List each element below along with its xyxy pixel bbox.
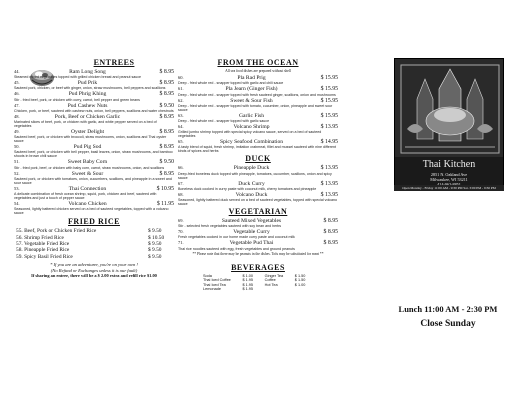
item-number: 69. [178, 218, 184, 224]
beverage-price: $ 1.50 [294, 278, 306, 283]
item-name: Pineapple Duck [233, 165, 270, 172]
item-description: Deep - fried whole red - snapper topped with garlic sauce [178, 119, 270, 124]
menu-item [178, 86, 338, 96]
peanut-note: ** Please note that there may be peanuts in the dishes. Tofu may be substituted for meat ** [192, 251, 324, 256]
item-price: $ 8.95 [159, 129, 174, 136]
item-description: Deep - fried whole red - snapper topped with tomato, cucumber, onion, pineapple and sweet sour sauce [178, 103, 333, 112]
beverage-name: Ginger Tea [264, 273, 284, 278]
item-number: 45. [14, 80, 20, 86]
item-price: $ 8.95 [159, 113, 174, 120]
closed-day: Close Sunday [420, 319, 476, 329]
item-price: $ 13.95 [320, 124, 338, 131]
cover-panel [394, 58, 504, 188]
vegetarian-list [178, 218, 338, 251]
hours-strip [394, 185, 504, 191]
ocean-title: FROM THE OCEAN [217, 58, 299, 67]
item-price: $ 9.50 [148, 247, 162, 254]
item-name: Oyster Delight [70, 129, 105, 136]
item-price: $ 8.95 [323, 229, 338, 236]
menu-item [14, 186, 174, 200]
duck-title: DUCK [245, 154, 271, 164]
item-name: 55. Beef, Pork or Chicken Fried Rice [16, 228, 97, 235]
temple-illustration [395, 59, 504, 157]
item-name: Pork, Beef or Chicken Garlic [54, 113, 121, 120]
item-price: $ 10.50 [148, 234, 165, 241]
menu-item [178, 181, 338, 191]
item-name: Volcano Chicken [68, 201, 107, 208]
item-price: $ 10.95 [156, 185, 174, 192]
beverage-name [265, 287, 291, 291]
item-description: Seasoned, lightly battered duck served on a bed of sauteed vegetables, topped with special volcano sauce [178, 198, 338, 207]
beverage-price: $ 1.95 [242, 278, 253, 283]
item-price: $ 9.50 [159, 159, 174, 166]
beverage-name: Hot Tea [264, 282, 278, 287]
menu-item [178, 139, 338, 153]
item-name: 59. Spicy Basil Fried Rice [16, 253, 73, 260]
item-name: Pud Prik [77, 80, 98, 87]
menu-item [14, 114, 174, 128]
item-description: Stir - fried beef, pork, or chicken with curry, carrot, bell pepper and green beans [14, 97, 140, 102]
item-description: Stir - selected fresh vegetables sauteed with soy bean and herbs [178, 224, 282, 229]
menu-item [14, 91, 174, 101]
item-number: 49. [14, 129, 20, 135]
menu-item [178, 124, 338, 138]
item-price: $ 14.95 [320, 139, 338, 146]
item-number: 71. [178, 240, 184, 246]
item-description: Sauteed pork, chicken, or beef with ginger, onion, straw mushrooms, bell peppers and scallions [14, 86, 166, 91]
item-price: $ 8.95 [323, 240, 338, 247]
beverage-name: Thai Iced Tea [203, 282, 226, 287]
item-name: Garlic Fish [238, 112, 264, 119]
restaurant-name: Thai Kitchen [422, 159, 476, 170]
item-number: 70. [178, 229, 184, 235]
item-price: $ 9.50 [148, 228, 162, 235]
item-name: Pud Pig Sod [73, 144, 102, 151]
item-price: $ 8.95 [159, 91, 174, 98]
lunch-hours: Lunch 11:00 AM - 2:30 PM [398, 304, 498, 314]
menu-item [178, 218, 338, 228]
item-number: 63. [178, 112, 184, 118]
item-price: $ 9.50 [148, 241, 162, 248]
item-number: 54. [14, 201, 20, 207]
item-price: $ 13.95 [320, 165, 338, 172]
menu-item [178, 98, 338, 112]
item-description: Stir - fried pork, beef, or chicken with baby corn, carrot, straw mushrooms, onion, and scallions [14, 165, 165, 170]
item-name: Volcano Shrimp [233, 124, 270, 131]
item-price: $ 11.95 [156, 201, 174, 208]
menu-item [178, 229, 338, 239]
item-name: Volcano Duck [235, 191, 268, 198]
item-number: 68. [178, 191, 184, 197]
fried-rice-list [14, 228, 174, 260]
item-description: Chicken, pork, or beef, sauteed with cashew nuts, onion, bell peppers, scallions and water chestnuts [14, 108, 174, 113]
item-name: Pla Jearn (Ginger Fish) [225, 86, 278, 93]
item-price: $ 15.95 [320, 97, 338, 104]
beverage-price: $ 1.50 [294, 273, 306, 278]
item-number: 51. [14, 159, 20, 165]
item-name: Vegetable Pud Thai [229, 240, 274, 247]
entrees-list [14, 69, 174, 215]
menu-item [178, 192, 338, 206]
item-name: Ram Long Song [69, 69, 106, 75]
item-name: Vegetable Curry [233, 229, 270, 236]
item-name: 56. Shrimp Fried Rice [16, 234, 64, 241]
item-description: Boneless duck cooked in curry paste with coconut milk, cherry tomatoes and pineapple [178, 186, 317, 191]
item-price: $ 13.95 [320, 180, 338, 187]
item-name: Thai Connection [68, 185, 107, 192]
item-name: 58. Pineapple Fried Rice [16, 247, 70, 254]
item-description: Sauteed beef, pork, or chicken with bell pepper, basil leaves, onion, straw mushrooms, and bamboo shoots in brown chili sauce [14, 150, 173, 159]
item-number: 46. [14, 91, 20, 97]
item-number: 66. [178, 165, 184, 171]
item-name: Sweet & Sour [71, 170, 104, 177]
item-name: Sauteed Mixed Vegetables [221, 218, 282, 225]
item-price: $ 8.95 [323, 218, 338, 225]
menu-item [14, 129, 174, 143]
item-number: 50. [14, 144, 20, 150]
item-number: 61. [178, 86, 184, 92]
item-name: Duck Curry [238, 180, 265, 187]
item-name: Pud Phrig Khing [68, 91, 107, 98]
menu-item [14, 144, 174, 158]
item-number: 52. [14, 170, 20, 176]
item-price: $ 8.95 [159, 170, 174, 177]
item-description: Deep-fried boneless duck topped with pineapple, tomatoes, cucumber, scallions, onion and spicy sauce [178, 171, 332, 180]
item-number: 47. [14, 102, 20, 108]
item-name: 57. Vegetable Fried Rice [16, 241, 70, 248]
item-description: Seasoned, lightly battered chicken served on a bed of sauteed vegetables, topped with a volcano sauce [14, 207, 169, 216]
vegetarian-title: VEGETARIAN [228, 207, 288, 217]
sharing-note: If sharing an entree, there will be a $ 2.00 extra and refill rice $1.00 [31, 273, 157, 279]
beverage-price: $ 1.95 [242, 282, 253, 287]
beverage-price: $ 1.00 [294, 282, 306, 287]
item-description: Steamed mixed vegetables topped with grilled chicken breast and peanut sauce [14, 75, 142, 80]
item-price: $ 15.95 [320, 112, 338, 119]
menu-item [14, 159, 174, 169]
item-description: Fresh vegetables cooked in our home made curry paste and coconut milk [178, 235, 295, 240]
ocean-list [178, 75, 338, 153]
item-price: $ 8.95 [159, 144, 174, 151]
middle-panel [178, 58, 338, 291]
item-number: 64. [178, 124, 184, 130]
refund-note: (No Refund or Exchanges unless it is our fault) [50, 267, 138, 273]
menu-item [14, 80, 174, 90]
menu-item [178, 113, 338, 123]
item-price: $ 15.95 [320, 75, 338, 82]
item-description: A delicate combination of fresh ocean shrimp, squid, pork, chicken and beef, sauteed with vegetables and just a touch of pepper sauce [14, 192, 157, 201]
adventurer-note: * If you are an adventurer, you're on your own ! [50, 262, 138, 268]
item-description: Sauteed pork, or chicken with tomatoes, onion, cucumbers, scallions, and pineapple in a sweet and sour sauce [14, 176, 172, 185]
beverage-price: $ 1.00 [242, 273, 253, 278]
opening-hours: Open Monday - Friday 11:00 AM - 9:30 PM Sat. 3:00 PM - 9:30 PM [402, 186, 496, 190]
beverages-title: BEVERAGES [231, 262, 285, 272]
menu-item [14, 69, 174, 79]
item-name: Spicy Seafood Combination [219, 139, 284, 146]
left-panel [14, 58, 174, 278]
item-description: Deep - fried whole red - snapper topped with garlic and chili sauce [178, 81, 284, 86]
beverage-name: Coffee [264, 278, 276, 283]
item-name: Sweet & Sour Fish [230, 97, 273, 104]
restaurant-city: Milwaukee, WI 53211 [430, 177, 468, 182]
menu-item [14, 171, 174, 185]
item-number: 67. [178, 180, 184, 186]
item-name: Pud Cashew Nuts [67, 102, 108, 109]
menu-item [178, 240, 338, 250]
menu-item [178, 75, 338, 85]
item-number: 53. [14, 185, 20, 191]
beverage-price: $ 1.95 [242, 287, 253, 292]
duck-list [178, 165, 338, 206]
fried-rice-title: FRIED RICE [68, 217, 120, 227]
beverage-price [295, 287, 313, 291]
item-number: 60. [178, 75, 184, 81]
entrees-title: ENTREES [93, 58, 135, 67]
item-price: $ 8.95 [159, 80, 174, 87]
beverages-table [203, 274, 313, 292]
menu-item [178, 165, 338, 179]
item-description: A tasty blend of squid, fresh shrimp, imitation crabmeat, fillet and mussel sauteed with nine different kinds of spices and herbs [178, 145, 336, 154]
item-price: $ 9.50 [148, 253, 162, 260]
item-price: $ 9.50 [159, 102, 174, 109]
item-number: 62. [178, 97, 184, 103]
item-description: Sauteed beef, pork, or chicken with broccoli, straw mushrooms, onion, scallions and Thai oyster sauce [14, 135, 167, 144]
item-number: 65. [178, 139, 184, 145]
item-name: Pla Rad Prig [237, 75, 266, 82]
beverage-name: Soda [203, 273, 212, 278]
item-price: $ 13.95 [320, 191, 338, 198]
menu-item [14, 103, 174, 113]
menu-item [14, 201, 174, 215]
ocean-subtitle: All sea food dishes are prepared without shell [225, 69, 291, 73]
item-number: 44. [14, 69, 20, 74]
item-number: 48. [14, 113, 20, 119]
item-price: $ 15.95 [320, 86, 338, 93]
item-description: Thai rice noodles sauteed with egg, fresh vegetables and ground peanuts [178, 246, 295, 251]
item-description: Deep - fried whole red - snapper topped with fresh sauteed ginger, scallions, onion and mushrooms [178, 92, 336, 97]
item-name: Sweet Baby Corn [67, 159, 108, 166]
item-description: Grilled jumbo shrimp topped with special spicy volcano sauce, served on a bed of sauteed vegetables [178, 130, 322, 139]
item-price: $ 8.95 [159, 69, 174, 75]
beverage-name: Thai Iced Coffee [203, 278, 231, 283]
restaurant-address: 2851 N. Oakland Ave [430, 172, 468, 177]
fried-rice-item [14, 254, 174, 260]
item-description: Marinated slices of beef, pork, or chicken with garlic, and white pepper served on a bed of vegetables [14, 120, 157, 129]
beverage-name: Lemonade [203, 287, 221, 292]
